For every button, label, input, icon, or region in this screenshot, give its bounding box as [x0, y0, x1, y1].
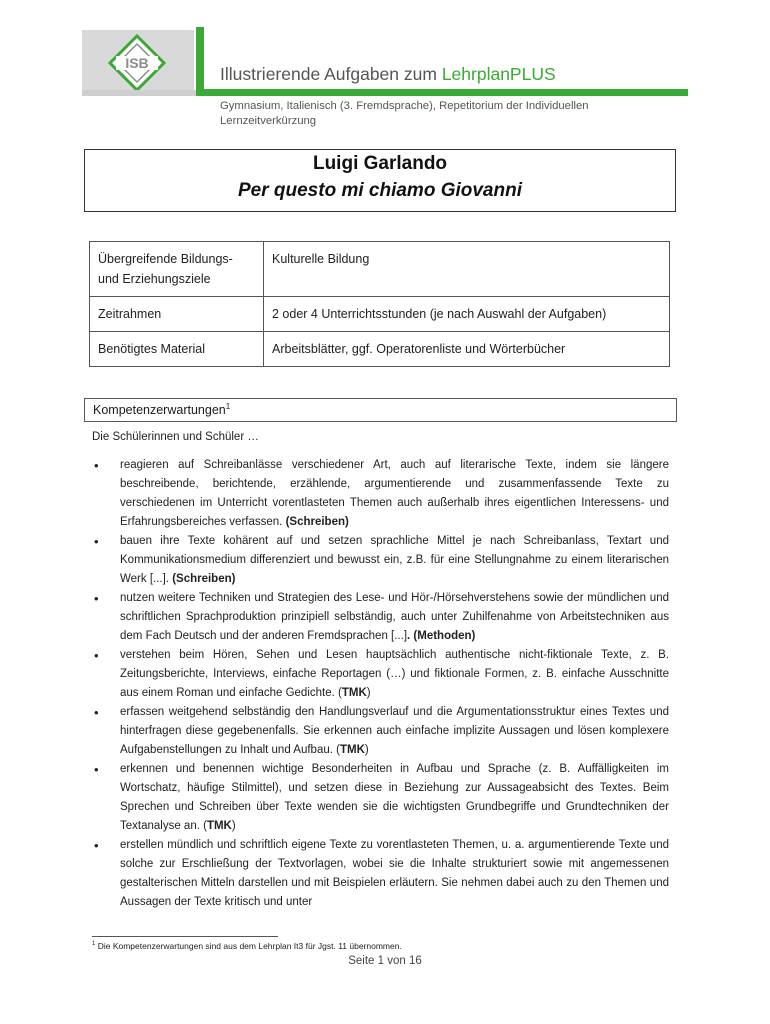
- table-value: Kulturelle Bildung: [264, 242, 670, 297]
- header-title-prefix: Illustrierende Aufgaben zum: [220, 64, 442, 84]
- list-item-text: bauen ihre Texte kohärent auf und setzen sprachliche Mittel je nach Schreibanlass, Textart und Kommunikationsmedium differenziert und bewusst ein, z.B. für eine Stellungnahme zu einem literarischen Werk [...].: [120, 535, 669, 585]
- kompetenz-heading: Kompetenzerwartungen: [93, 403, 226, 418]
- list-item: [92, 836, 669, 912]
- list-item: [92, 703, 669, 760]
- competence-tag: (Schreiben): [172, 573, 236, 585]
- list-item-text: reagieren auf Schreibanlässe verschiedener Art, auch auf literarische Texte, indem sie längere beschreibende, berichtende, erzählende, argumentierende und zusammenfassende Texte zu verschiedenen im Unterricht vorentlasteten Themen auch außerhalb ihres eigentlichen Interessens- und Erfahrungsbereiches verfassen.: [120, 459, 669, 528]
- footnote-reference[interactable]: 1: [225, 402, 231, 411]
- competence-tag: (Schreiben): [285, 516, 349, 528]
- list-item-text: erfassen weitgehend selbständig den Handlungsverlauf und die Argumentationsstruktur eines Textes und hinterfragen diese gegebenenfalls. Sie erkennen auch einfache implizite Aussagen und lösen komplexere Aufgabenstellungen zu Inhalt und Aufbau.: [120, 706, 669, 756]
- list-item: [92, 589, 669, 646]
- kompetenz-list: [92, 456, 669, 912]
- tag-open: (: [336, 744, 340, 756]
- header-green-horizontal-rule: [204, 89, 688, 96]
- title-box: [84, 149, 676, 212]
- header-green-vertical-rule: [196, 27, 204, 96]
- header-title-accent: LehrplanPLUS: [441, 64, 556, 84]
- kompetenz-intro: Die Schülerinnen und Schüler …: [92, 431, 259, 443]
- list-item: [92, 646, 669, 703]
- header-grey-rule: [82, 90, 196, 96]
- competence-tag: TMK: [341, 687, 367, 699]
- info-table: [89, 241, 670, 367]
- page-number: Seite 1 von 16: [348, 955, 422, 967]
- tag-close: ): [231, 820, 236, 832]
- competence-tag: TMK: [339, 744, 365, 756]
- list-item-text: erstellen mündlich und schriftlich eigene Texte zu vorentlasteten Themen, u. a. argumentierende Texte und solche zur Erschließung der Textvorlagen, wobei sie die Inhalte strukturiert sowie mit angemessenen gestalterischen Mitteln darstellen und mit Beispielen erläutern. Sie nehmen dabei auch zu den Themen und Aussagen der Texte kritisch und unter: [120, 839, 669, 908]
- table-key: Zeitrahmen: [90, 297, 264, 332]
- kompetenz-heading-box: [84, 398, 677, 422]
- table-value: Arbeitsblätter, ggf. Operatorenliste und Wörterbücher: [264, 332, 670, 367]
- footnote-text: Die Kompetenzerwartungen sind aus dem Lehrplan It3 für Jgst. 11 übernommen.: [95, 941, 402, 951]
- footnote-divider: [92, 936, 278, 937]
- list-item: [92, 760, 669, 836]
- header-subtitle: Gymnasium, Italienisch (3. Fremdsprache), Repetitorium der Individuellen Lernzeitverkürzung: [220, 100, 589, 127]
- footnote: [92, 941, 402, 951]
- list-item: [92, 456, 669, 532]
- list-item-text: verstehen beim Hören, Sehen und Lesen hauptsächlich authentische nicht-fiktionale Texte, z. B. Zeitungsberichte, Interviews, einfache Reportagen (…) und fiktionale Formen, z. B. einfache Ausschnitte aus einem Roman und einfache Gedichte.: [120, 649, 669, 699]
- isb-logo-icon: [106, 34, 168, 92]
- tag-open: (: [338, 687, 342, 699]
- header-title: [220, 64, 556, 85]
- table-row: [90, 297, 670, 332]
- book-title: Per questo mi chiamo Giovanni: [237, 180, 522, 201]
- list-item-text: erkennen und benennen wichtige Besonderheiten in Aufbau und Sprache (z. B. Auffälligkeiten im Wortschatz, häufige Stilmittel), und setzen diese in Beziehung zur Aussageabsicht des Textes. Beim Sprechen und Schreiben über Texte wenden sie die wichtigsten Grundbegriffe und Grundtechniken der Textanalyse an.: [120, 763, 669, 832]
- isb-logo: [82, 30, 194, 96]
- list-item: [92, 532, 669, 589]
- footnote-mark: 1: [92, 941, 96, 948]
- table-row: [90, 332, 670, 367]
- author-name: Luigi Garlando: [312, 153, 448, 174]
- competence-tag: TMK: [206, 820, 232, 832]
- tag-open: (: [203, 820, 207, 832]
- table-value: 2 oder 4 Unterrichtsstunden (je nach Auswahl der Aufgaben): [264, 297, 670, 332]
- tag-close: ): [364, 744, 369, 756]
- list-item-text: nutzen weitere Techniken und Strategien des Lese- und Hör-/Hörsehverstehens sowie der mündlichen und schriftlichen Sprachproduktion prinzipiell selbständig, auch unter Zuhilfenahme von Arbeitstechniken aus dem Fach Deutsch und der anderen Fremdsprachen [...]: [120, 592, 669, 642]
- table-key: Übergreifende Bildungs- und Erziehungsziele: [90, 242, 264, 297]
- tag-close: ): [366, 687, 371, 699]
- table-key: Benötigtes Material: [90, 332, 264, 367]
- table-row: [90, 242, 670, 297]
- competence-tag: . (Methoden): [407, 630, 476, 642]
- logo-text: ISB: [125, 55, 149, 71]
